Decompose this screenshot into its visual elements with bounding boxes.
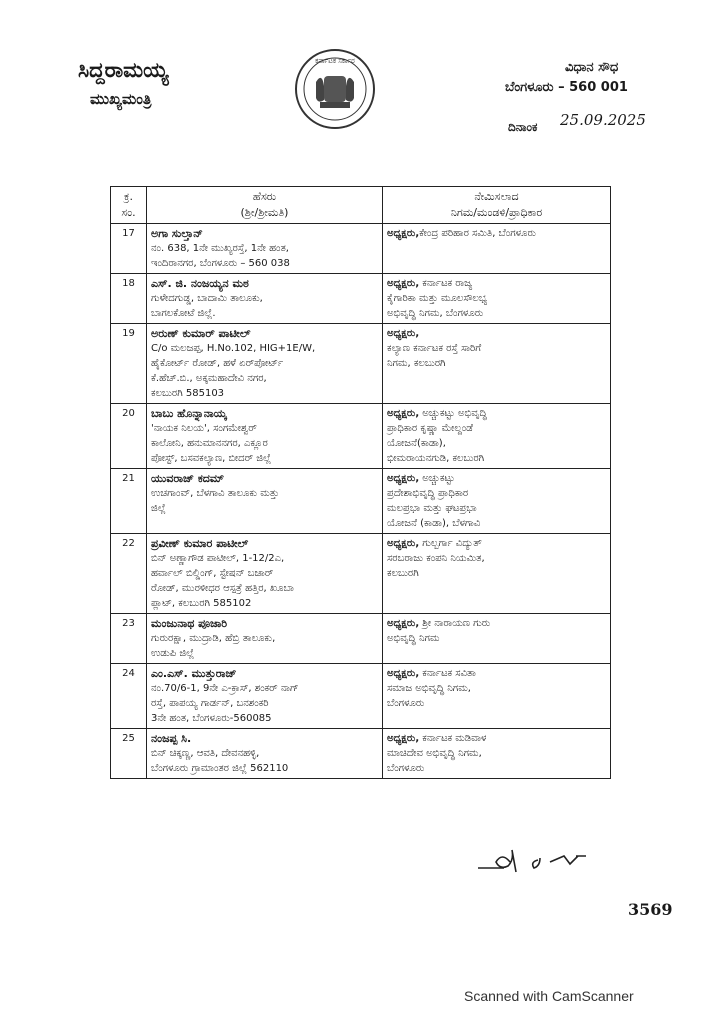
appointment-role: ಅಧ್ಯಕ್ಷರು, xyxy=(387,228,420,239)
header-post-text: ನೇಮಿಸಲಾದ ನಿಗಮ/ಮಂಡಳಿ/ಪ್ರಾಧಿಕಾರ xyxy=(450,190,543,219)
person-name: ಎಂ.ಎಸ್. ಮುತ್ತುರಾಜ್ xyxy=(151,667,237,680)
person-name: ಪ್ರವೀಣ್ ಕುಮಾರ ಪಾಟೀಲ್ xyxy=(151,537,249,550)
table-row xyxy=(111,534,611,614)
person-name: ಅರುಣ್ ಕುಮಾರ್ ಪಾಟೀಲ್ xyxy=(151,327,251,340)
appointment-role: ಅಧ್ಯಕ್ಷರು, xyxy=(387,618,420,629)
person-name: ಬಾಬು ಹೊನ್ನಾನಾಯ್ಕ xyxy=(151,407,227,420)
header-sl-text: ಕ್ರ. ಸಂ. xyxy=(121,190,136,219)
person-name: ನಂಜಪ್ಪ ಸಿ. xyxy=(151,732,192,745)
table-header-row xyxy=(111,187,611,224)
row-sl: 18 xyxy=(111,274,147,324)
person-address: ಗುಳೇದಗುಡ್ಡ, ಬಾದಾಮಿ ತಾಲೂಕು, ಬಾಗಲಕೋಟೆ ಜಿಲ್ಲೆ. xyxy=(151,293,263,319)
signature-mark xyxy=(476,838,598,882)
appointment-post: ಕರ್ನಾಟಕ ರಾಜ್ಯ ಕೈಗಾರಿಕಾ ಮತ್ತು ಮೂಲಸೌಲಭ್ಯ ಅಭಿವೃದ್ಧಿ ನಿಗಮ, ಬೆಂಗಳೂರು xyxy=(387,278,488,319)
person-address: ನಂ.70/6-1, 9ನೇ ಎ-ಕ್ರಾಸ್, ಶಂಕರ್ ನಾಗ್ ರಸ್ತೆ, ಪಾಪಯ್ಯ ಗಾರ್ಡನ್, ಬನಶಂಕರಿ 3ನೇ ಹಂತ, ಬೆಂಗಳೂರು-560085 xyxy=(151,683,299,724)
appointment-role: ಅಧ್ಯಕ್ಷರು, xyxy=(387,668,420,679)
appointment-role: ಅಧ್ಯಕ್ಷರು, xyxy=(387,538,420,549)
person-name: ಎಸ್. ಜಿ. ನಂಜಯ್ಯನ ಮಠ xyxy=(151,277,249,290)
table-row xyxy=(111,469,611,534)
row-appointment xyxy=(383,729,611,779)
person-name: ಯುವರಾಜ್ ಕದಮ್ xyxy=(151,472,224,485)
row-appointment xyxy=(383,274,611,324)
appointment-role: ಅಧ್ಯಕ್ಷರು, xyxy=(387,733,420,744)
table-row xyxy=(111,324,611,404)
row-sl: 20 xyxy=(111,404,147,469)
row-person xyxy=(147,274,383,324)
table-row xyxy=(111,224,611,274)
row-appointment xyxy=(383,404,611,469)
appointment-post: ಕಲ್ಯಾಣ ಕರ್ನಾಟಕ ರಸ್ತೆ ಸಾರಿಗೆ ನಿಗಮ, ಕಲಬುರಗಿ xyxy=(387,343,482,369)
table-row xyxy=(111,274,611,324)
row-appointment xyxy=(383,614,611,664)
date-value: 25.09.2025 xyxy=(560,111,646,129)
row-sl: 25 xyxy=(111,729,147,779)
signature-text: Sd xyxy=(520,854,522,855)
row-person xyxy=(147,224,383,274)
person-address: 'ನಾಯಕ ನಿಲಯ', ಸಂಗಮೇಶ್ವರ್ ಕಾಲೋನಿ, ಹನುಮಾನನಗರ, ಎಕ್ಲೂರ ಪೋಸ್ಟ್, ಬಸವಕಲ್ಯಾಣ, ಬೀದರ್ ಜಿಲ್ಲೆ xyxy=(151,423,272,464)
date-label: ದಿನಾಂಕ xyxy=(508,120,538,134)
appointment-role: ಅಧ್ಯಕ್ಷರು, xyxy=(387,278,420,289)
person-address: C/o ಮಲಜಪ್ಪ, H.No.102, HIG+1E/W, ಹೈಕೋರ್ಟ್ ರೋಡ್, ಹಳೆ ಏರ್‌ಪೋರ್ಟ್ ಕೆ.ಹೆಚ್.ಬಿ., ಅಕ್ಕಮಹಾದೇವಿ ನಗರ, ಕಲಬುರಗಿ 585103 xyxy=(151,343,316,399)
office-name: ವಿಧಾನ ಸೌಧ xyxy=(565,60,619,75)
person-address: ಬಿನ್ ಅಣ್ಣಾಗೌಡ ಪಾಟೀಲ್, 1-12/2ಎ, ಹರ್ವಾಲ್ ಬಿಲ್ಡಿಂಗ್, ಸ್ಟೇಷನ್ ಬಜಾರ್ ರೋಡ್, ಮುರಳೀಧರ ಆಸ್ಪತ್ರೆ ಹತ್ತಿರ, ಖೂಬಾ ಪ್ಲಾಟ್, ಕಲಬುರಗಿ 585102 xyxy=(151,553,294,609)
appointment-post: ಅಚ್ಚುಕಟ್ಟು ಅಭಿವೃದ್ಧಿ ಪ್ರಾಧಿಕಾರ ಕೃಷ್ಣಾ ಮೇಲ್ದಂಡೆ ಯೋಜನೆ(ಕಾಡಾ), ಭೀಮರಾಯನಗುಡಿ, ಕಲಬುರಗಿ xyxy=(387,408,487,464)
appointment-post: ಕೇಂದ್ರ ಪರಿಹಾರ ಸಮಿತಿ, ಬೆಂಗಳೂರು xyxy=(419,228,536,239)
appointment-post: ಕರ್ನಾಟಕ ಸವಿತಾ ಸಮಾಜ ಅಭಿವೃದ್ಧಿ ನಿಗಮ, ಬೆಂಗಳೂರು xyxy=(387,668,476,709)
emblem-text: ಕರ್ನಾಟಕ ಸರ್ಕಾರ xyxy=(315,57,355,65)
appointment-post: ಅಚ್ಚುಕಟ್ಟು ಪ್ರದೇಶಾಭಿವೃದ್ಧಿ ಪ್ರಾಧಿಕಾರ ಮಲಪ್ರಭಾ ಮತ್ತು ಘಟಪ್ರಭಾ ಯೋಜನೆ (ಕಾಡಾ), ಬೆಳಗಾವಿ xyxy=(387,473,481,529)
row-sl: 22 xyxy=(111,534,147,614)
appointments-table xyxy=(110,186,611,779)
person-address: ಉಚಗಾಂವ್, ಬೆಳಗಾವಿ ತಾಲೂಕು ಮತ್ತು ಜಿಲ್ಲೆ xyxy=(151,488,280,514)
table-row xyxy=(111,729,611,779)
minister-name: ಸಿದ್ದರಾಮಯ್ಯ xyxy=(78,58,169,82)
state-emblem xyxy=(294,48,376,130)
row-sl: 24 xyxy=(111,664,147,729)
row-person xyxy=(147,469,383,534)
row-sl: 21 xyxy=(111,469,147,534)
row-sl: 17 xyxy=(111,224,147,274)
table-row xyxy=(111,614,611,664)
sheet-number: 3569 xyxy=(628,900,673,919)
row-appointment xyxy=(383,534,611,614)
row-person xyxy=(147,404,383,469)
row-person xyxy=(147,614,383,664)
header-sl xyxy=(111,187,147,224)
header-post xyxy=(383,187,611,224)
appointment-post: ಗುಲ್ಬರ್ಗಾ ವಿದ್ಯುತ್ ಸರಬರಾಜು ಕಂಪನಿ ನಿಯಮಿತ, ಕಲಬುರಗಿ xyxy=(387,538,485,579)
header-name xyxy=(147,187,383,224)
row-appointment xyxy=(383,324,611,404)
header-name-text: ಹೆಸರು (ಶ್ರೀ/ಶ್ರೀಮತಿ) xyxy=(240,190,289,219)
person-address: ನಂ. 638, 1ನೇ ಮುಖ್ಯರಸ್ತೆ, 1ನೇ ಹಂತ, ಇಂದಿರಾನಗರ, ಬೆಂಗಳೂರು – 560 038 xyxy=(151,243,290,269)
person-name: ಅಗಾ ಸುಲ್ತಾನ್ xyxy=(151,227,203,240)
appointment-role: ಅಧ್ಯಕ್ಷರು, xyxy=(387,473,420,484)
table-row xyxy=(111,404,611,469)
table-row xyxy=(111,664,611,729)
appointment-role: ಅಧ್ಯಕ್ಷರು, xyxy=(387,328,420,339)
row-appointment xyxy=(383,664,611,729)
row-person xyxy=(147,324,383,404)
person-name: ಮಂಜುನಾಥ ಪೂಜಾರಿ xyxy=(151,617,228,630)
person-address: ಬಿನ್ ಚಿಕ್ಕಣ್ಣ, ಆವತಿ, ದೇವನಹಳ್ಳಿ, ಬೆಂಗಳೂರು ಗ್ರಾಮಾಂತರ ಜಿಲ್ಲೆ 562110 xyxy=(151,748,289,774)
row-appointment xyxy=(383,469,611,534)
person-address: ಗುರುರಕ್ಷಾ, ಮುದ್ರಾಡಿ, ಹೆಬ್ರಿ ತಾಲೂಕು, ಉಡುಪಿ ಜಿಲ್ಲೆ xyxy=(151,633,276,659)
appointment-post: ಕರ್ನಾಟಕ ಮಡಿವಾಳ ಮಾಚಿದೇವ ಅಭಿವೃದ್ಧಿ ನಿಗಮ, ಬೆಂಗಳೂರು xyxy=(387,733,487,774)
row-person xyxy=(147,664,383,729)
appointment-post: ಶ್ರೀ ನಾರಾಯಣ ಗುರು ಅಭಿವೃದ್ಧಿ ನಿಗಮ xyxy=(387,618,491,644)
minister-designation: ಮುಖ್ಯಮಂತ್ರಿ xyxy=(90,90,152,108)
row-appointment xyxy=(383,224,611,274)
row-person xyxy=(147,534,383,614)
office-city: ಬೆಂಗಳೂರು – 560 001 xyxy=(505,80,628,95)
scanner-watermark: Scanned with CamScanner xyxy=(464,988,634,1004)
row-person xyxy=(147,729,383,779)
appointment-role: ಅಧ್ಯಕ್ಷರು, xyxy=(387,408,420,419)
row-sl: 19 xyxy=(111,324,147,404)
row-sl: 23 xyxy=(111,614,147,664)
